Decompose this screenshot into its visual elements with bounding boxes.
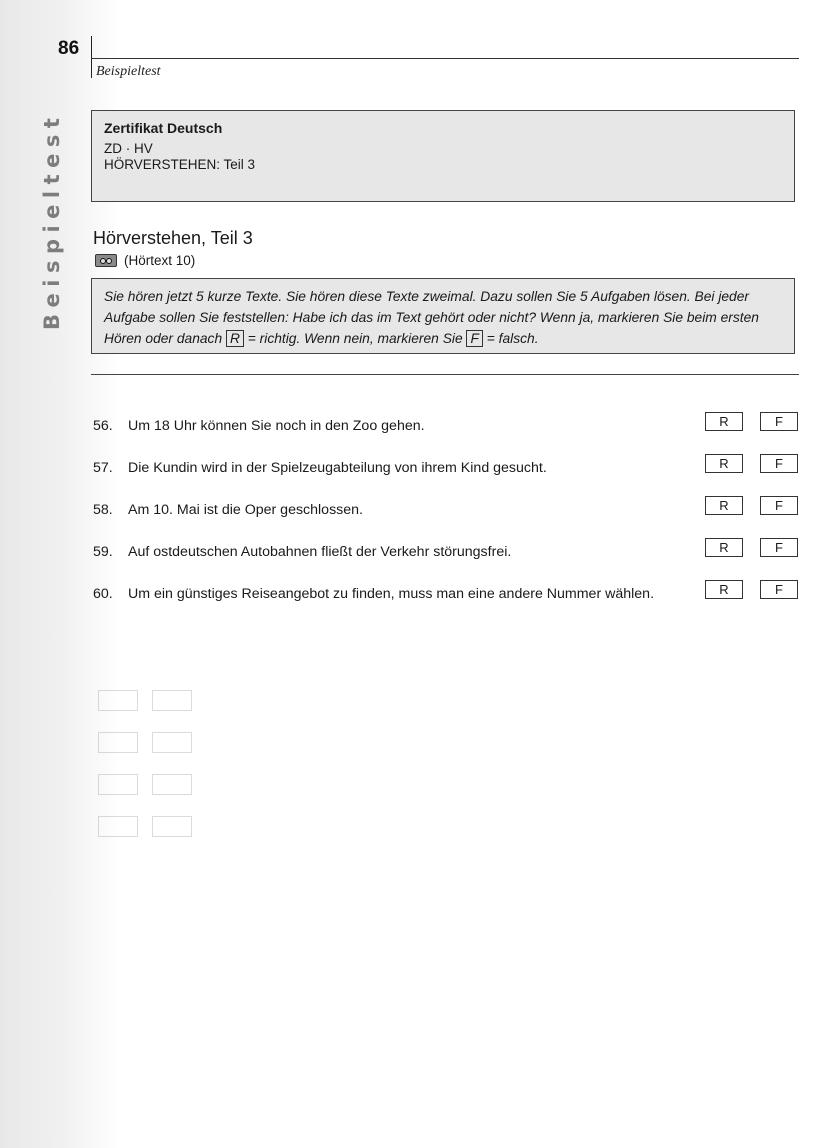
answer-f-box[interactable]: F — [760, 496, 798, 515]
task-number: 60. — [93, 586, 113, 602]
page-number: 86 — [58, 38, 80, 59]
task-list — [93, 412, 801, 622]
task-statement: Um ein günstiges Reiseangebot zu finden, muss man eine andere Nummer wählen. — [128, 586, 655, 602]
answer-f-box[interactable]: F — [760, 538, 798, 557]
answer-f-box[interactable]: F — [760, 454, 798, 473]
section-separator — [91, 374, 799, 375]
task-item — [93, 412, 801, 454]
instructions-text-2: = richtig. Wenn nein, markieren Sie — [247, 331, 463, 346]
certificate-title: Zertifikat Deutsch — [104, 120, 223, 136]
task-item — [93, 454, 801, 496]
instructions-text-3: = falsch. — [486, 331, 539, 346]
header-rule — [91, 58, 799, 59]
instructions-text-1: Sie hören jetzt 5 kurze Texte. Sie hören diese Texte zweimal. Dazu sollen Sie 5 Aufgaben lösen. Bei jeder Aufgabe sollen Sie feststellen: Habe ich das im Text gehört oder nicht? Wenn ja, markieren Sie beim ersten Hören oder danach — [104, 289, 759, 346]
certificate-box — [91, 110, 795, 202]
task-number: 59. — [93, 544, 113, 560]
certificate-part: HÖRVERSTEHEN: Teil 3 — [104, 157, 256, 172]
instructions-box — [91, 278, 795, 354]
answer-r-box[interactable]: R — [705, 496, 743, 515]
answer-r-box[interactable]: R — [705, 580, 743, 599]
task-number: 57. — [93, 460, 113, 476]
task-item — [93, 538, 801, 580]
task-statement: Am 10. Mai ist die Oper geschlossen. — [128, 502, 363, 518]
header-vertical-rule — [91, 36, 92, 78]
cassette-icon — [95, 254, 117, 267]
answer-f-box[interactable]: F — [760, 412, 798, 431]
answer-r-box[interactable]: R — [705, 412, 743, 431]
task-item — [93, 496, 801, 538]
task-item — [93, 580, 801, 622]
instructions-r-box: R — [226, 330, 244, 347]
side-tab-label: Beispieltest — [40, 111, 64, 330]
certificate-code: ZD · HV — [104, 141, 153, 156]
task-statement: Auf ostdeutschen Autobahnen fließt der Verkehr störungsfrei. — [128, 544, 512, 560]
task-statement: Um 18 Uhr können Sie noch in den Zoo gehen. — [128, 418, 425, 434]
answer-r-box[interactable]: R — [705, 538, 743, 557]
answer-f-box[interactable]: F — [760, 580, 798, 599]
task-statement: Die Kundin wird in der Spielzeugabteilung von ihrem Kind gesucht. — [128, 460, 547, 476]
task-number: 56. — [93, 418, 113, 434]
running-head: Beispieltest — [96, 64, 161, 79]
audio-reference — [95, 252, 195, 268]
instructions-f-box: F — [466, 330, 482, 347]
section-title: Hörverstehen, Teil 3 — [93, 228, 253, 248]
task-number: 58. — [93, 502, 113, 518]
audio-label: (Hörtext 10) — [124, 252, 196, 268]
answer-r-box[interactable]: R — [705, 454, 743, 473]
